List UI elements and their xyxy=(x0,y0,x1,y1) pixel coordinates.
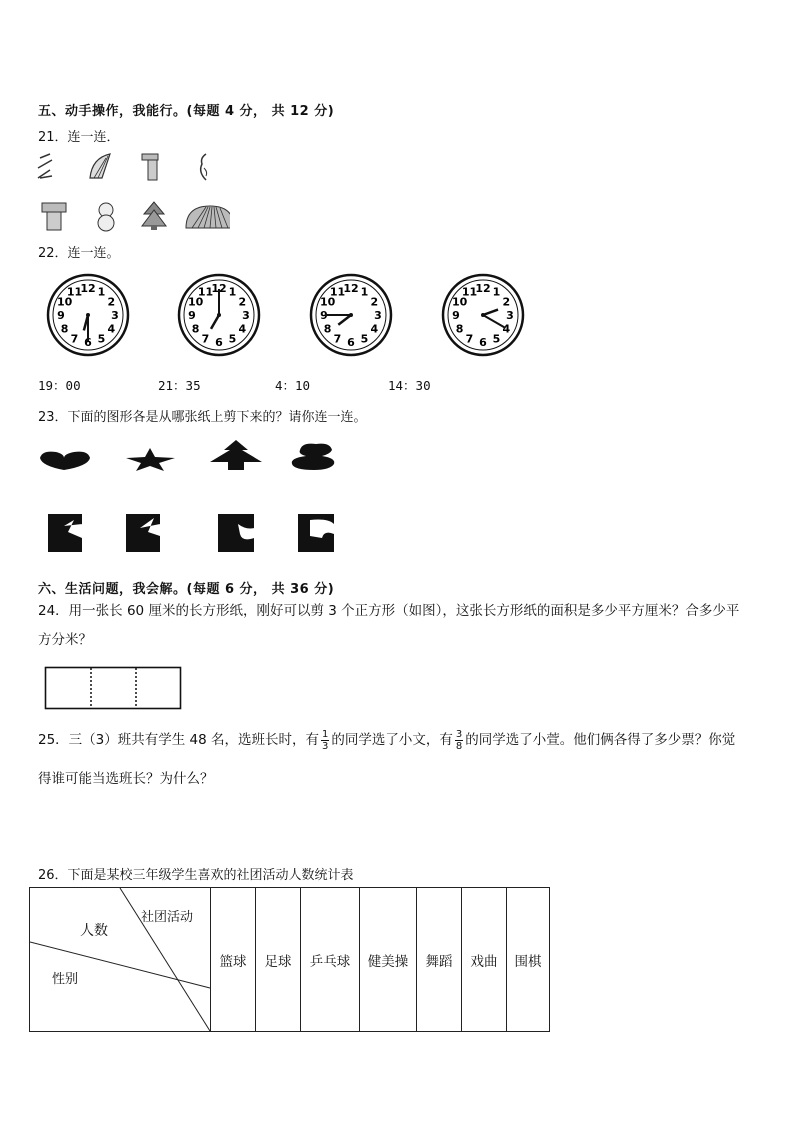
clock-numeral: 7 xyxy=(333,332,342,346)
q22-clocks xyxy=(30,268,550,362)
clock-numeral: 10 xyxy=(56,295,73,309)
clock-numeral: 9 xyxy=(320,309,328,322)
shape-t-icon xyxy=(42,203,66,230)
q26-label: 26．下面是某校三年级学生喜欢的社团活动人数统计表 xyxy=(38,868,354,883)
star-shape-icon xyxy=(126,448,175,471)
paper-2-icon xyxy=(126,514,160,552)
clock-numeral: 1 xyxy=(360,285,369,299)
clock-2-icon xyxy=(179,275,259,355)
clock-numeral: 4 xyxy=(370,322,379,336)
clock-numeral: 4 xyxy=(238,322,247,336)
table-diagonal-header xyxy=(30,888,211,1032)
piece-eight-half-icon xyxy=(201,154,207,180)
header-people-count: 人数 xyxy=(80,923,108,939)
clock-numeral: 3 xyxy=(111,309,119,322)
column-header: 篮球 xyxy=(211,888,256,1032)
column-header: 舞蹈 xyxy=(417,888,462,1032)
q25-fraction-1: $\frac{1}{3}$ xyxy=(322,728,329,752)
header-club-activity: 社团活动 xyxy=(141,910,194,925)
clock-numeral: 9 xyxy=(452,309,460,322)
clock-3-icon xyxy=(311,275,391,355)
clock-numeral: 7 xyxy=(201,332,210,346)
q25-text-part1: 25．三（3）班共有学生 48 名，选班长时，有 xyxy=(38,732,320,748)
section-5-title: 五、动手操作，我能行。(每题 4 分， 共 12 分) xyxy=(38,104,335,119)
clock-numeral: 9 xyxy=(57,309,65,322)
column-header: 乒乓球 xyxy=(301,888,360,1032)
clock-numeral: 11 xyxy=(329,285,346,299)
q25-line2: 得谁可能当选班长？为什么？ xyxy=(38,771,214,787)
paper-1-icon xyxy=(48,514,82,552)
clock-numeral: 1 xyxy=(492,285,501,299)
clock-numeral: 8 xyxy=(323,322,332,336)
clock-numeral: 1 xyxy=(97,285,106,299)
clock-numeral: 6 xyxy=(347,336,355,349)
clock-numeral: 6 xyxy=(215,336,223,349)
q25-text-part3: 的同学选了小萱。他们俩各得了多少票？你觉 xyxy=(465,732,736,748)
paper-3-icon xyxy=(218,514,254,552)
clock-numeral: 10 xyxy=(187,295,204,309)
club-stats-table xyxy=(29,887,550,1032)
q22-label: 22．连一连。 xyxy=(38,246,120,261)
clock-4-icon xyxy=(443,275,523,355)
piece-umbrella-slice-icon xyxy=(90,154,110,178)
clock-numeral: 6 xyxy=(84,336,92,349)
clock-numeral: 12 xyxy=(343,282,359,295)
clock-numeral: 8 xyxy=(455,322,464,336)
q25-text-part2: 的同学选了小文，有 xyxy=(331,732,453,748)
heart-shape-icon xyxy=(40,452,90,470)
clock-numeral: 2 xyxy=(238,295,247,309)
header-gender: 性别 xyxy=(52,972,79,987)
clock-numeral: 3 xyxy=(242,309,250,322)
clock-numeral: 12 xyxy=(475,282,491,295)
q24-line1: 24．用一张长 60 厘米的长方形纸，刚好可以剪 3 个正方形（如图），这张长方形纸的面积是多少平方厘米？合多少平 xyxy=(38,603,740,619)
q23-shapes xyxy=(30,438,360,560)
shape-umbrella-icon xyxy=(186,206,230,228)
blob-shape-icon xyxy=(292,444,334,470)
clock-numeral: 6 xyxy=(479,336,487,349)
clock-numeral: 11 xyxy=(197,285,214,299)
q25-line1 xyxy=(38,722,735,758)
time-option-4: 14：30 xyxy=(388,378,431,393)
clock-numeral: 12 xyxy=(211,282,227,295)
clock-numeral: 5 xyxy=(492,332,501,346)
q21-label: 21．连一连． xyxy=(38,130,120,145)
shape-eight-icon xyxy=(98,203,114,231)
time-option-1: 19：00 xyxy=(38,378,81,393)
clock-numeral: 4 xyxy=(107,322,116,336)
clock-numeral: 7 xyxy=(70,332,79,346)
clock-numeral: 8 xyxy=(60,322,69,336)
clock-numeral: 5 xyxy=(97,332,106,346)
clock-numeral: 4 xyxy=(502,322,511,336)
q23-label: 23．下面的图形各是从哪张纸上剪下来的？请你连一连。 xyxy=(38,410,367,425)
column-header: 戏曲 xyxy=(462,888,507,1032)
arrow-tree-shape-icon xyxy=(210,440,262,470)
clock-numeral: 2 xyxy=(370,295,379,309)
paper-4-icon xyxy=(298,514,334,552)
column-header: 健美操 xyxy=(360,888,417,1032)
clock-numeral: 11 xyxy=(66,285,83,299)
q24-line2: 方分米？ xyxy=(38,632,92,648)
clock-numeral: 5 xyxy=(360,332,369,346)
column-header: 足球 xyxy=(256,888,301,1032)
clock-numeral: 3 xyxy=(374,309,382,322)
piece-zigzag-icon xyxy=(38,154,52,178)
clock-numeral: 8 xyxy=(191,322,200,336)
clock-numeral: 3 xyxy=(506,309,514,322)
time-option-3: 4：10 xyxy=(275,378,311,393)
q25-fraction-2: $\frac{3}{8}$ xyxy=(455,728,463,752)
clock-numeral: 7 xyxy=(465,332,474,346)
clock-numeral: 1 xyxy=(228,285,237,299)
clock-numeral: 2 xyxy=(502,295,511,309)
clock-numeral: 2 xyxy=(107,295,116,309)
section-6-title: 六、生活问题，我会解。(每题 6 分， 共 36 分) xyxy=(38,582,335,597)
clock-numeral: 10 xyxy=(451,295,468,309)
clock-numeral: 5 xyxy=(228,332,237,346)
clock-numeral: 9 xyxy=(188,309,196,322)
clock-1-icon xyxy=(48,275,128,355)
time-option-2: 21：35 xyxy=(158,378,201,393)
piece-t-half-icon xyxy=(142,154,158,180)
clock-numeral: 12 xyxy=(80,282,96,295)
q24-rectangle-figure xyxy=(44,666,184,712)
clock-numeral: 11 xyxy=(461,285,478,299)
clock-numeral: 10 xyxy=(319,295,336,309)
q21-shapes xyxy=(30,150,230,240)
shape-tree-icon xyxy=(142,202,166,230)
column-header: 围棋 xyxy=(507,888,550,1032)
